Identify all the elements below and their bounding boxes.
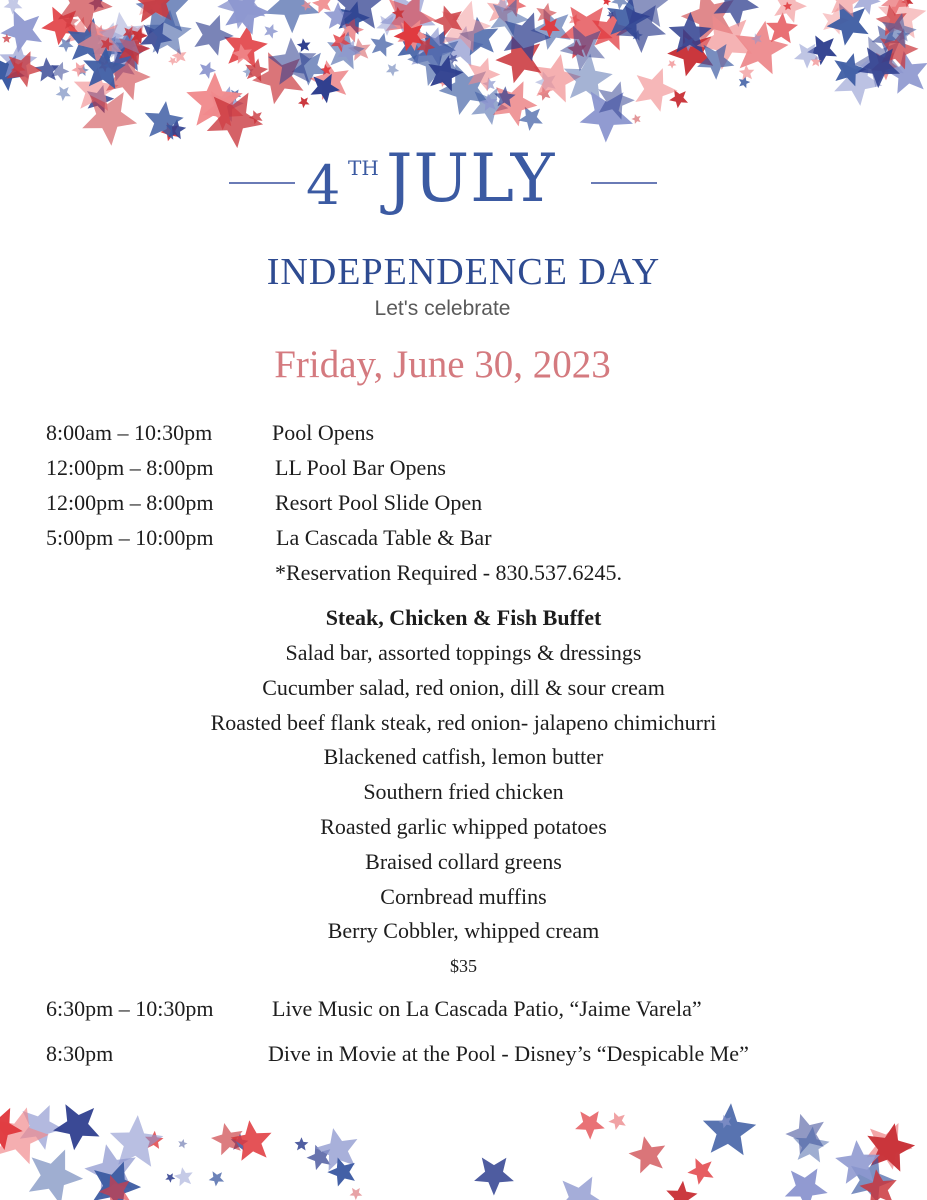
tagline: Let's celebrate (374, 297, 511, 320)
star-icon (168, 57, 177, 66)
star-icon (217, 0, 265, 29)
star-icon (785, 1169, 828, 1200)
evening-time: 6:30pm – 10:30pm (46, 996, 214, 1021)
menu-item: Cucumber salad, red onion, dill & sour cream (262, 674, 665, 700)
star-icon (0, 10, 42, 52)
star-icon (178, 1139, 187, 1149)
star-icon (350, 1188, 363, 1200)
star-icon (29, 1150, 83, 1200)
title-suffix: TH (348, 156, 379, 180)
schedule-time: 5:00pm – 10:00pm (46, 525, 214, 550)
schedule-time: 12:00pm – 8:00pm (46, 490, 214, 515)
menu-item: Roasted garlic whipped potatoes (320, 813, 607, 839)
schedule-time: 8:00am – 10:30pm (46, 420, 213, 445)
star-icon (194, 15, 233, 56)
menu-item: Salad bar, assorted toppings & dressings (285, 640, 642, 665)
star-icon (209, 1171, 224, 1186)
menu-title: Steak, Chicken & Fish Buffet (325, 605, 602, 630)
star-icon (629, 1136, 666, 1173)
buffet-menu (0, 602, 927, 984)
star-icon (518, 107, 543, 131)
star-icon (666, 1181, 697, 1200)
star-icon (557, 1177, 605, 1200)
star-icon (608, 1112, 625, 1130)
star-icon (635, 68, 677, 112)
star-icon (231, 1120, 272, 1160)
star-icon (631, 114, 640, 124)
menu-item: Roasted beef flank steak, red onion- jalapeno chimichurri (210, 709, 717, 735)
evening-activity: Dive in Movie at the Pool - Disney’s “Despicable Me” (268, 1041, 749, 1066)
menu-item: Berry Cobbler, whipped cream (327, 918, 600, 944)
star-icon (53, 1104, 99, 1150)
event-title: INDEPENDENCE DAY (266, 251, 661, 293)
title-month: JULY (386, 140, 556, 217)
star-icon (297, 38, 311, 52)
event-date: Friday, June 30, 2023 (274, 343, 611, 386)
reservation-note-text: *Reservation Required - 830.537.6245. (275, 560, 623, 585)
evening-time: 8:30pm (46, 1041, 114, 1066)
star-icon (774, 0, 807, 23)
star-icon (687, 1158, 713, 1185)
star-icon (264, 24, 278, 39)
menu-item: Braised collard greens (365, 848, 562, 874)
star-icon (56, 86, 71, 101)
title-rule-right (591, 182, 657, 184)
schedule-activity: Resort Pool Slide Open (275, 490, 483, 515)
menu-item: Southern fried chicken (363, 779, 564, 805)
schedule-time: 12:00pm – 8:00pm (46, 455, 214, 480)
menu-price: $35 (450, 956, 477, 977)
reservation-note (275, 560, 622, 586)
star-icon (668, 60, 677, 69)
schedule-activity: LL Pool Bar Opens (275, 455, 446, 480)
star-icon (174, 1167, 193, 1186)
star-icon (4, 0, 23, 15)
schedule-activity: Pool Opens (272, 420, 375, 445)
stars-decoration-bottom (0, 1095, 927, 1200)
star-icon (371, 33, 394, 57)
star-icon (295, 1137, 309, 1150)
menu-item: Cornbread muffins (380, 883, 547, 909)
star-icon (575, 1111, 605, 1140)
star-icon (298, 97, 310, 108)
menu-item: Blackened catfish, lemon butter (323, 744, 604, 770)
star-icon (224, 24, 268, 68)
star-icon (703, 1103, 756, 1155)
title-number: 4 (306, 154, 341, 217)
title-rule-left (229, 182, 295, 184)
star-icon (386, 64, 399, 77)
star-icon (603, 0, 611, 6)
schedule-activity: La Cascada Table & Bar (276, 525, 492, 550)
star-icon (165, 1173, 175, 1183)
star-icon (474, 1158, 514, 1196)
evening-activity: Live Music on La Cascada Patio, “Jaime Varela” (272, 996, 702, 1021)
star-icon (110, 1115, 163, 1167)
